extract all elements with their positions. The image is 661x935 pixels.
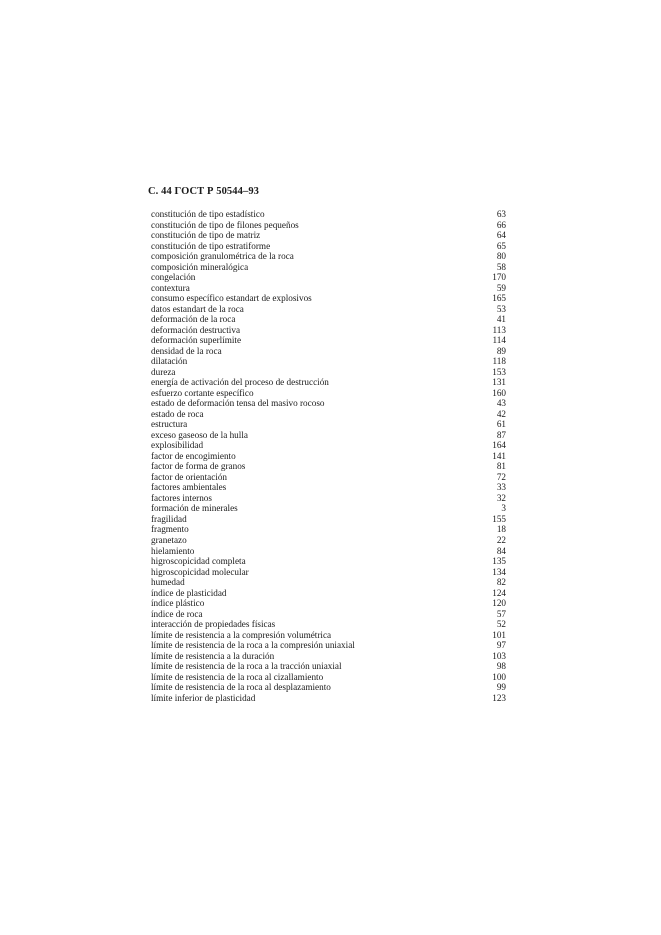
index-entry [151, 209, 506, 220]
entry-page-number: 3 [501, 503, 506, 514]
entry-term: composición mineralógica [151, 261, 249, 272]
entry-page-number: 97 [496, 640, 506, 651]
entry-page-number: 99 [496, 682, 506, 693]
entry-page-number: 87 [496, 429, 506, 440]
index-entry [151, 272, 506, 283]
entry-page-number: 22 [496, 534, 506, 545]
index-entry [151, 367, 506, 378]
index-entry [151, 630, 506, 641]
entry-term: índice de plasticidad [151, 587, 227, 598]
index-entry [151, 482, 506, 493]
entry-page-number: 170 [492, 272, 506, 283]
entry-term: dureza [151, 366, 176, 377]
entry-page-number: 164 [492, 440, 506, 451]
entry-page-number: 57 [496, 608, 506, 619]
entry-page-number: 59 [496, 282, 506, 293]
entry-term: deformación superlímite [151, 335, 242, 346]
entry-page-number: 141 [492, 450, 506, 461]
entry-term: datos estandart de la roca [151, 303, 244, 314]
entry-page-number: 84 [496, 545, 506, 556]
index-entry [151, 283, 506, 294]
entry-page-number: 103 [492, 650, 506, 661]
index-entry [151, 220, 506, 231]
index-entry [151, 567, 506, 578]
entry-page-number: 43 [496, 398, 506, 409]
entry-page-number: 53 [496, 303, 506, 314]
index-entry [151, 451, 506, 462]
entry-page-number: 114 [492, 335, 506, 346]
page-header: С. 44 ГОСТ Р 50544–93 [148, 186, 260, 197]
entry-page-number: 52 [496, 619, 506, 630]
entry-page-number: 80 [496, 251, 506, 262]
index-entry [151, 356, 506, 367]
entry-page-number: 64 [496, 230, 506, 241]
index-entry [151, 377, 506, 388]
index-entry [151, 440, 506, 451]
index-entry [151, 661, 506, 672]
entry-page-number: 123 [492, 692, 506, 703]
entry-page-number: 58 [496, 261, 506, 272]
index-entry [151, 598, 506, 609]
entry-term: deformación de la roca [151, 314, 236, 325]
entry-page-number: 32 [496, 492, 506, 503]
entry-term: congelación [151, 272, 196, 283]
entry-term: deformación destructiva [151, 324, 241, 335]
entry-term: higroscopicidad molecular [151, 566, 249, 577]
entry-page-number: 135 [492, 556, 506, 567]
index-entry [151, 503, 506, 514]
index-entry [151, 493, 506, 504]
entry-term: hielamiento [151, 545, 195, 556]
index-entry [151, 651, 506, 662]
entry-term: factores ambientales [151, 482, 227, 493]
entry-page-number: 118 [492, 356, 506, 367]
entry-term: factor de forma de granos [151, 461, 246, 472]
index-entry [151, 325, 506, 336]
entry-term: interacción de propiedades físicas [151, 619, 276, 630]
index-entry [151, 461, 506, 472]
entry-page-number: 134 [492, 566, 506, 577]
entry-term: fragmento [151, 524, 189, 535]
entry-term: índice de roca [151, 608, 203, 619]
index-entry [151, 241, 506, 252]
index-entry [151, 251, 506, 262]
entry-term: contextura [151, 282, 190, 293]
index-entry [151, 230, 506, 241]
entry-page-number: 72 [496, 471, 506, 482]
entry-term: límite de resistencia a la compresión volumétrica [151, 629, 332, 640]
entry-term: consumo específico estandart de explosivos [151, 293, 312, 304]
entry-page-number: 120 [492, 598, 506, 609]
entry-term: límite inferior de plasticidad [151, 692, 256, 703]
index-entry [151, 682, 506, 693]
entry-page-number: 153 [492, 366, 506, 377]
index-entry [151, 609, 506, 620]
entry-term: límite de resistencia de la roca a la compresión uniaxial [151, 640, 355, 651]
index-entry [151, 314, 506, 325]
index-entry [151, 388, 506, 399]
index-entry [151, 672, 506, 683]
entry-term: estado de roca [151, 408, 204, 419]
entry-term: factor de orientación [151, 471, 228, 482]
index-entry [151, 524, 506, 535]
entry-page-number: 98 [496, 661, 506, 672]
entry-term: fragilidad [151, 513, 187, 524]
entry-term: estado de deformación tensa del masivo rocoso [151, 398, 325, 409]
entry-page-number: 101 [492, 629, 506, 640]
entry-term: factores internos [151, 492, 212, 503]
entry-page-number: 89 [496, 345, 506, 356]
entry-page-number: 81 [496, 461, 506, 472]
entry-page-number: 42 [496, 408, 506, 419]
entry-term: índice plástico [151, 598, 205, 609]
index-entry [151, 514, 506, 525]
entry-term: límite de resistencia de la roca a la tracción uniaxial [151, 661, 342, 672]
index-entry [151, 304, 506, 315]
index-entry [151, 588, 506, 599]
entry-term: granetazo [151, 534, 187, 545]
entry-term: límite de resistencia de la roca al cizallamiento [151, 671, 324, 682]
entry-page-number: 155 [492, 513, 506, 524]
entry-term: composición granulométrica de la roca [151, 251, 294, 262]
entry-term: explosibilidad [151, 440, 204, 451]
entry-page-number: 124 [492, 587, 506, 598]
entry-term: límite de resistencia de la roca al desplazamiento [151, 682, 331, 693]
entry-term: dilatación [151, 356, 188, 367]
entry-term: constitución de tipo de filones pequeños [151, 219, 299, 230]
entry-term: constitución de tipo estratiforme [151, 240, 271, 251]
index-entry [151, 430, 506, 441]
entry-term: energía de activación del proceso de destrucción [151, 377, 329, 388]
entry-term: estructura [151, 419, 188, 430]
index-entry [151, 293, 506, 304]
entry-page-number: 131 [492, 377, 506, 388]
entry-term: humedad [151, 577, 185, 588]
index-entry [151, 577, 506, 588]
entry-page-number: 65 [496, 240, 506, 251]
index-entry [151, 335, 506, 346]
index-entry [151, 419, 506, 430]
entry-term: esfuerzo cortante específico [151, 387, 254, 398]
entry-term: límite de resistencia a la duración [151, 650, 275, 661]
index-entry [151, 619, 506, 630]
entry-page-number: 63 [496, 209, 506, 219]
index-entry [151, 398, 506, 409]
entry-page-number: 61 [496, 419, 506, 430]
entry-page-number: 82 [496, 577, 506, 588]
entry-term: higroscopicidad completa [151, 556, 246, 567]
entry-page-number: 41 [496, 314, 506, 325]
index-entry [151, 262, 506, 273]
entry-term: exceso gaseoso de la hulla [151, 429, 248, 440]
entry-term: formación de minerales [151, 503, 238, 514]
index-entry [151, 346, 506, 357]
entry-page-number: 66 [496, 219, 506, 230]
index-entry [151, 535, 506, 546]
entry-term: constitución de tipo estadístico [151, 209, 265, 219]
entry-page-number: 100 [492, 671, 506, 682]
index-entry [151, 640, 506, 651]
entry-page-number: 165 [492, 293, 506, 304]
index-entry [151, 693, 506, 704]
entry-page-number: 160 [492, 387, 506, 398]
entry-page-number: 113 [492, 324, 506, 335]
entry-page-number: 18 [496, 524, 506, 535]
entry-term: factor de encogimiento [151, 450, 236, 461]
entry-page-number: 33 [496, 482, 506, 493]
index-list [151, 209, 506, 703]
index-entry [151, 556, 506, 567]
index-entry [151, 546, 506, 557]
entry-term: densidad de la roca [151, 345, 222, 356]
index-entry [151, 472, 506, 483]
index-entry [151, 409, 506, 420]
entry-term: constitución de tipo de matriz [151, 230, 261, 241]
